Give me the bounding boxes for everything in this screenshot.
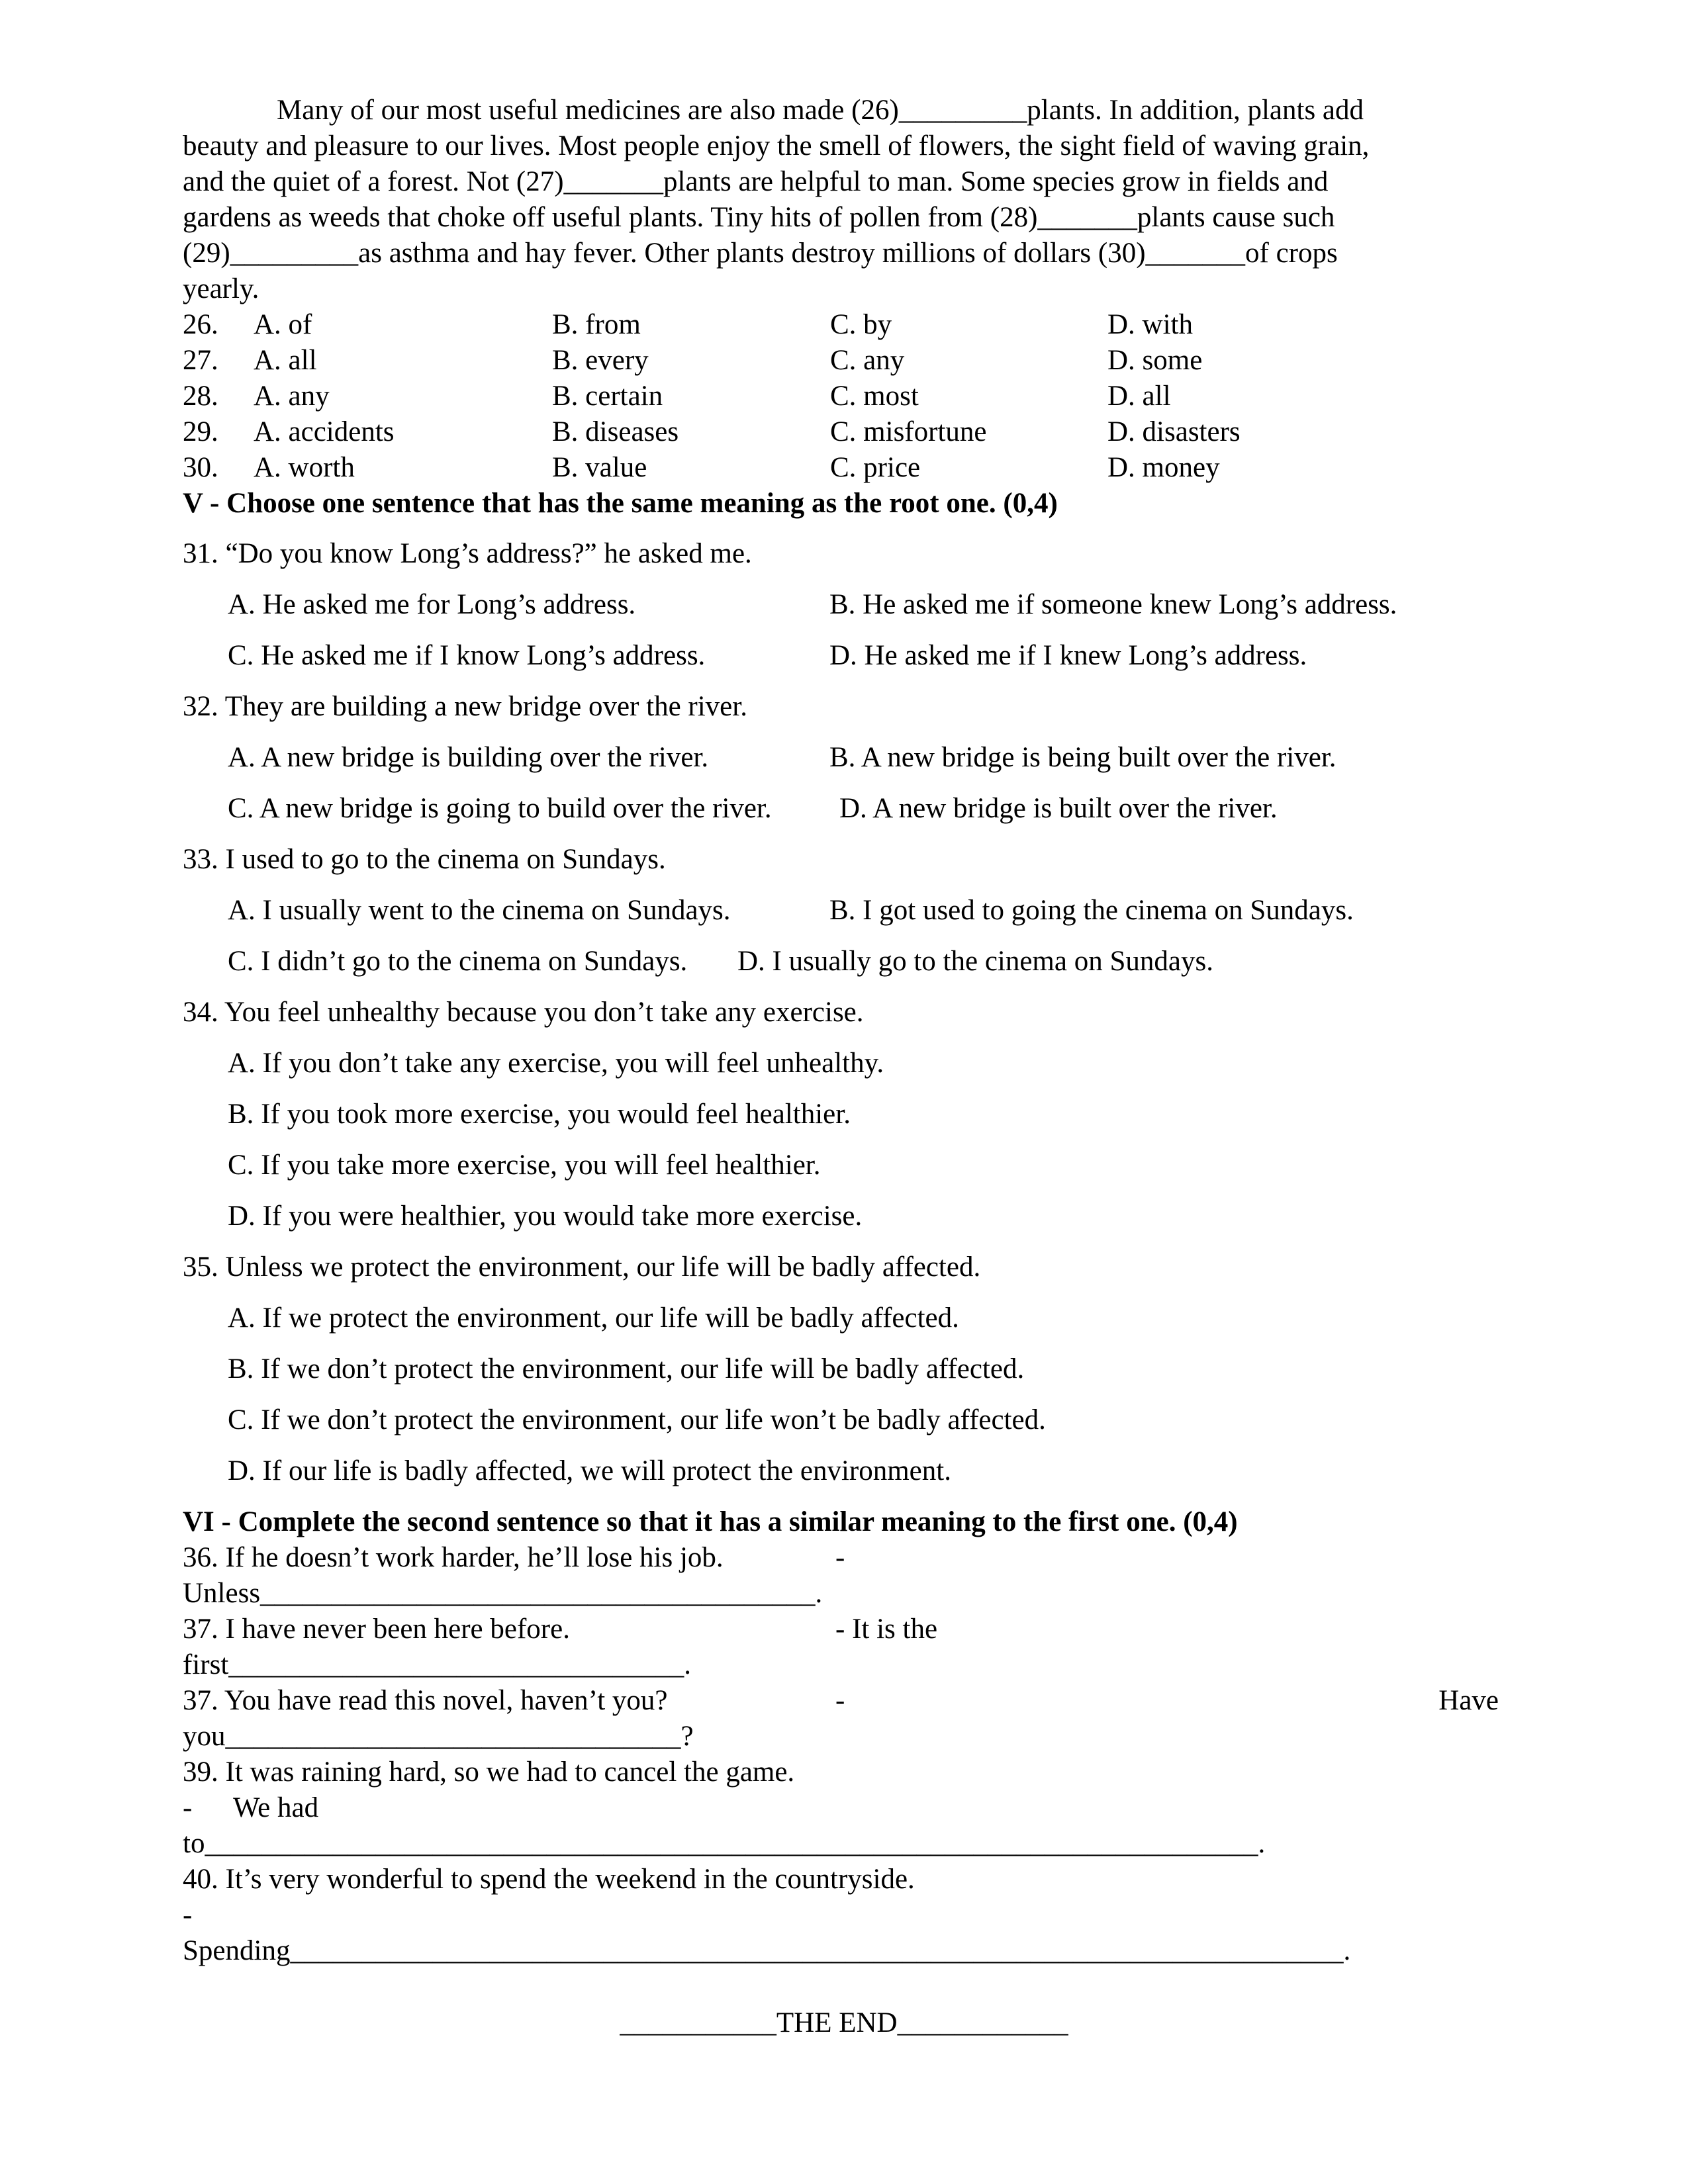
question-31-option-d: D. He asked me if I knew Long’s address. xyxy=(829,640,1307,671)
option-b: B. diseases xyxy=(552,416,679,447)
question-37a-answer: first________________________________. xyxy=(183,1649,692,1680)
question-35-option-b: B. If we don’t protect the environment, our life will be badly affected. xyxy=(228,1353,1025,1385)
option-a: A. all xyxy=(254,345,317,376)
passage-line: beauty and pleasure to our lives. Most people enjoy the smell of flowers, the sight field of waving grain, xyxy=(183,130,1370,161)
option-c: C. by xyxy=(830,309,892,340)
question-40-dash: - xyxy=(183,1899,193,1931)
passage-line: yearly. xyxy=(183,273,259,304)
option-c: C. misfortune xyxy=(830,416,987,447)
passage-line: gardens as weeds that choke off useful plants. Tiny hits of pollen from (28)_______plants cause such xyxy=(183,202,1335,233)
option-b: B. value xyxy=(552,452,647,483)
option-d: D. some xyxy=(1107,345,1203,376)
question-32-stem: 32. They are building a new bridge over the river. xyxy=(183,691,747,722)
question-35-option-c: C. If we don’t protect the environment, our life won’t be badly affected. xyxy=(228,1404,1046,1435)
question-31-option-b: B. He asked me if someone knew Long’s address. xyxy=(829,589,1397,620)
option-d: D. disasters xyxy=(1107,416,1241,447)
question-32-option-a: A. A new bridge is building over the river. xyxy=(228,742,709,773)
question-37b-stem: 37. You have read this novel, haven’t you? xyxy=(183,1685,668,1716)
question-35-option-d: D. If our life is badly affected, we will protect the environment. xyxy=(228,1455,951,1486)
question-36-stem: 36. If he doesn’t work harder, he’ll lose his job. xyxy=(183,1542,724,1573)
option-c: C. any xyxy=(830,345,905,376)
question-37b-have: Have xyxy=(1438,1685,1499,1716)
question-39-stem: 39. It was raining hard, so we had to cancel the game. xyxy=(183,1756,795,1788)
question-40-stem: 40. It’s very wonderful to spend the weekend in the countryside. xyxy=(183,1864,915,1895)
question-37b-answer: you________________________________? xyxy=(183,1721,694,1752)
question-number: 28. xyxy=(183,381,218,412)
option-d: D. with xyxy=(1107,309,1193,340)
question-37a-prompt: - It is the xyxy=(835,1614,938,1645)
passage-line: (29)_________as asthma and hay fever. Other plants destroy millions of dollars (30)_______of crops xyxy=(183,238,1338,269)
question-number: 26. xyxy=(183,309,218,340)
option-d: D. money xyxy=(1107,452,1220,483)
section-vi-heading: VI - Complete the second sentence so that it has a similar meaning to the first one. (0,4) xyxy=(183,1506,1238,1537)
question-32-option-d: D. A new bridge is built over the river. xyxy=(839,793,1278,824)
question-34-option-c: C. If you take more exercise, you will feel healthier. xyxy=(228,1150,821,1181)
question-number: 29. xyxy=(183,416,218,447)
option-c: C. most xyxy=(830,381,919,412)
question-36-answer: Unless_______________________________________. xyxy=(183,1578,823,1609)
option-a: A. worth xyxy=(254,452,355,483)
option-a: A. of xyxy=(254,309,312,340)
option-c: C. price xyxy=(830,452,921,483)
the-end-footer: ___________THE END____________ xyxy=(620,2007,1068,2038)
question-34-option-d: D. If you were healthier, you would take more exercise. xyxy=(228,1201,863,1232)
question-33-option-b: B. I got used to going the cinema on Sundays. xyxy=(829,895,1354,926)
question-34-stem: 34. You feel unhealthy because you don’t take any exercise. xyxy=(183,997,864,1028)
question-37b-dash: - xyxy=(835,1685,845,1716)
question-35-option-a: A. If we protect the environment, our life will be badly affected. xyxy=(228,1302,959,1334)
question-40-answer: Spending__________________________________________________________________________. xyxy=(183,1935,1351,1966)
question-number: 27. xyxy=(183,345,218,376)
option-b: B. certain xyxy=(552,381,663,412)
question-33-option-d: D. I usually go to the cinema on Sundays. xyxy=(737,946,1213,977)
reading-passage xyxy=(183,93,1499,307)
question-34-option-a: A. If you don’t take any exercise, you will feel unhealthy. xyxy=(228,1048,884,1079)
passage-line: Many of our most useful medicines are also made (26)_________plants. In addition, plants add xyxy=(277,95,1364,126)
question-31-option-c: C. He asked me if I know Long’s address. xyxy=(228,640,706,671)
question-36-dash: - xyxy=(835,1542,845,1573)
question-31-option-a: A. He asked me for Long’s address. xyxy=(228,589,636,620)
question-37a-stem: 37. I have never been here before. xyxy=(183,1614,570,1645)
question-35-stem: 35. Unless we protect the environment, our life will be badly affected. xyxy=(183,1251,981,1283)
question-31-stem: 31. “Do you know Long’s address?” he asked me. xyxy=(183,538,752,569)
question-39-dash: - xyxy=(183,1792,193,1823)
question-33-option-c: C. I didn’t go to the cinema on Sundays. xyxy=(228,946,688,977)
question-32-option-b: B. A new bridge is being built over the river. xyxy=(829,742,1336,773)
option-b: B. from xyxy=(552,309,641,340)
option-a: A. accidents xyxy=(254,416,395,447)
question-number: 30. xyxy=(183,452,218,483)
question-33-stem: 33. I used to go to the cinema on Sundays. xyxy=(183,844,666,875)
option-b: B. every xyxy=(552,345,649,376)
question-39-answer: to__________________________________________________________________________. xyxy=(183,1828,1266,1859)
passage-line: and the quiet of a forest. Not (27)_______plants are helpful to man. Some species grow in fields and xyxy=(183,166,1329,197)
option-a: A. any xyxy=(254,381,330,412)
question-33-option-a: A. I usually went to the cinema on Sundays. xyxy=(228,895,731,926)
section-v-heading: V - Choose one sentence that has the same meaning as the root one. (0,4) xyxy=(183,488,1058,519)
question-39-prompt: We had xyxy=(233,1792,319,1823)
question-34-option-b: B. If you took more exercise, you would feel healthier. xyxy=(228,1099,851,1130)
option-d: D. all xyxy=(1107,381,1171,412)
question-32-option-c: C. A new bridge is going to build over the river. xyxy=(228,793,772,824)
